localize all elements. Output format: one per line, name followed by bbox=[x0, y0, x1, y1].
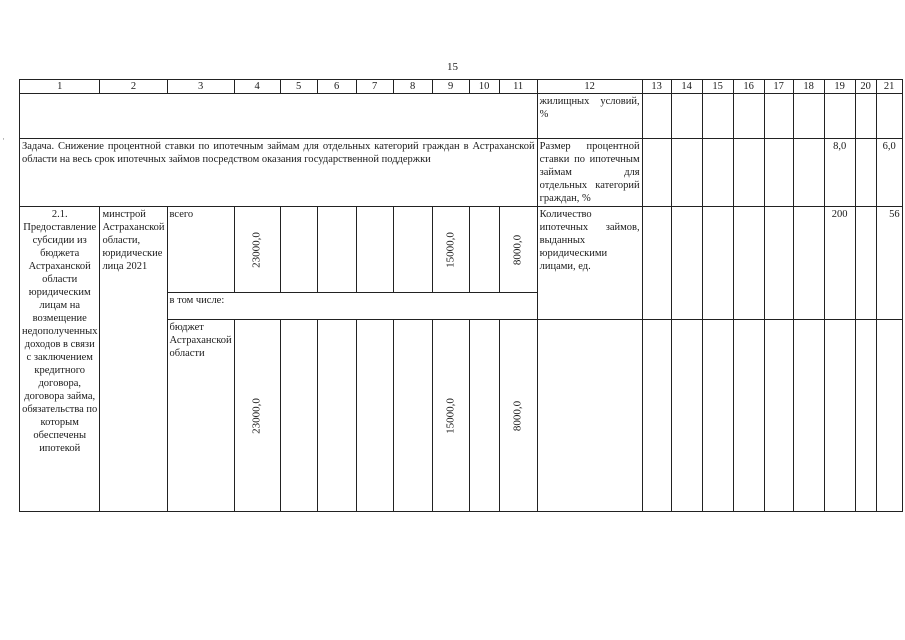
total-col5 bbox=[280, 207, 317, 293]
header-col-1: 1 bbox=[20, 80, 100, 94]
total-col4-value: 23000,0 bbox=[250, 231, 263, 268]
cell-14 bbox=[671, 94, 702, 139]
total-col7 bbox=[356, 207, 393, 293]
measure-total-row bbox=[20, 207, 903, 293]
budget-col11-value: 8000,0 bbox=[511, 400, 524, 431]
cell-20 bbox=[855, 139, 876, 207]
total-label: всего bbox=[167, 207, 234, 293]
budget-col9 bbox=[432, 320, 469, 512]
header-col-9: 9 bbox=[432, 80, 469, 94]
task-text: Задача. Снижение процентной ставки по ипотечным займам для отдельных категорий граждан в Астраханской области на весь срок ипотечных займов посредством оказания государственной поддержки bbox=[20, 139, 538, 207]
measure-col14 bbox=[671, 207, 702, 320]
cell-18 bbox=[793, 139, 824, 207]
header-col-2: 2 bbox=[100, 80, 167, 94]
budget-col9-value: 15000,0 bbox=[444, 397, 457, 434]
header-col-3: 3 bbox=[167, 80, 234, 94]
measure-name: 2.1. Предоставление субсидии из бюджета Астраханской области юридическим лицам на возмещение недополученных доходов в связи с заключением кредитного договора, договора займа, обязательства по которым обеспечены ипотекой bbox=[20, 207, 100, 512]
budget-col8 bbox=[393, 320, 432, 512]
total-col10 bbox=[469, 207, 499, 293]
measure-col18 bbox=[793, 207, 824, 320]
measure-executor: минстрой Астраханской области, юридические лица 2021 bbox=[100, 207, 167, 512]
budget-col19 bbox=[824, 320, 855, 512]
continuation-indicator: жилищных условий, % bbox=[537, 94, 642, 139]
task-indicator: Размер процентной ставки по ипотечным займам для отдельных категорий граждан, % bbox=[537, 139, 642, 207]
measure-col17 bbox=[764, 207, 793, 320]
header-col-6: 6 bbox=[317, 80, 356, 94]
header-col-14: 14 bbox=[671, 80, 702, 94]
budget-col21 bbox=[876, 320, 902, 512]
header-col-7: 7 bbox=[356, 80, 393, 94]
budget-col10 bbox=[469, 320, 499, 512]
header-col-20: 20 bbox=[855, 80, 876, 94]
header-col-16: 16 bbox=[733, 80, 764, 94]
header-col-8: 8 bbox=[393, 80, 432, 94]
header-col-19: 19 bbox=[824, 80, 855, 94]
header-col-12: 12 bbox=[537, 80, 642, 94]
total-col11-value: 8000,0 bbox=[511, 234, 524, 265]
measure-col13 bbox=[642, 207, 671, 320]
budget-col4 bbox=[234, 320, 280, 512]
measure-indicator: Количество ипотечных займов, выданных юридическими лицами, ед. bbox=[537, 207, 642, 320]
budget-col15 bbox=[702, 320, 733, 512]
budget-col11 bbox=[499, 320, 537, 512]
cell-18 bbox=[793, 94, 824, 139]
header-col-13: 13 bbox=[642, 80, 671, 94]
header-col-21: 21 bbox=[876, 80, 902, 94]
measure-col19: 200 bbox=[824, 207, 855, 320]
cell-21 bbox=[876, 94, 902, 139]
cell-13 bbox=[642, 94, 671, 139]
cell-17 bbox=[764, 94, 793, 139]
cell-15 bbox=[702, 139, 733, 207]
total-col4 bbox=[234, 207, 280, 293]
budget-col20 bbox=[855, 320, 876, 512]
budget-col14 bbox=[671, 320, 702, 512]
total-col8 bbox=[393, 207, 432, 293]
budget-col4-value: 23000,0 bbox=[250, 397, 263, 434]
header-col-4: 4 bbox=[234, 80, 280, 94]
margin-mark: · bbox=[2, 134, 5, 144]
cell-16 bbox=[733, 139, 764, 207]
header-col-18: 18 bbox=[793, 80, 824, 94]
header-col-15: 15 bbox=[702, 80, 733, 94]
program-table bbox=[19, 79, 903, 512]
measure-col21: 56 bbox=[876, 207, 902, 320]
budget-col17 bbox=[764, 320, 793, 512]
total-col9-value: 15000,0 bbox=[444, 231, 457, 268]
cell-13 bbox=[642, 139, 671, 207]
task-col21: 6,0 bbox=[876, 139, 902, 207]
header-col-10: 10 bbox=[469, 80, 499, 94]
budget-col5 bbox=[280, 320, 317, 512]
task-row bbox=[20, 139, 903, 207]
cell-15 bbox=[702, 94, 733, 139]
header-col-17: 17 bbox=[764, 80, 793, 94]
cell-17 bbox=[764, 139, 793, 207]
header-row bbox=[20, 80, 903, 94]
cell-16 bbox=[733, 94, 764, 139]
budget-col6 bbox=[317, 320, 356, 512]
budget-col16 bbox=[733, 320, 764, 512]
continuation-empty bbox=[20, 94, 538, 139]
measure-col16 bbox=[733, 207, 764, 320]
budget-col12 bbox=[537, 320, 642, 512]
total-col9 bbox=[432, 207, 469, 293]
cell-20 bbox=[855, 94, 876, 139]
page-number: 15 bbox=[447, 61, 458, 73]
cell-14 bbox=[671, 139, 702, 207]
budget-label: бюджет Астраханской области bbox=[167, 320, 234, 512]
budget-col7 bbox=[356, 320, 393, 512]
including-label: в том числе: bbox=[167, 293, 537, 320]
budget-col13 bbox=[642, 320, 671, 512]
task-col19: 8,0 bbox=[824, 139, 855, 207]
measure-col15 bbox=[702, 207, 733, 320]
measure-col20 bbox=[855, 207, 876, 320]
total-col11 bbox=[499, 207, 537, 293]
budget-col18 bbox=[793, 320, 824, 512]
header-col-5: 5 bbox=[280, 80, 317, 94]
header-col-11: 11 bbox=[499, 80, 537, 94]
total-col6 bbox=[317, 207, 356, 293]
continuation-row bbox=[20, 94, 903, 139]
cell-19 bbox=[824, 94, 855, 139]
